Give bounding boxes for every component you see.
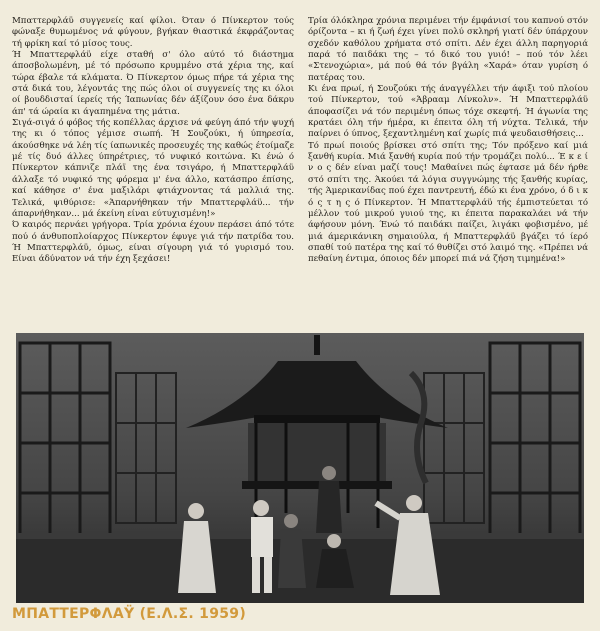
- paragraph: Σιγά-σιγά ό φόβος τής κοπέλλας άρχισε νά φεύγη άπό τήν ψυχή της κι ό τόπος γέμισε σιωπή. Ή Σουζούκι, ή ύπηρεσία, άκούσθηκε νά λέη τίς ίαπωνικές προσευχές της καθώς έτοίμαζε μέ τίς δυό άλλες ύπηρέτριες, τό νυφικό κοιτώνα. Κι ένώ ό Πίνκερτον κάπνιζε πλάϊ της ένα τσιγάρο, ή Μπαττερφλάϋ άλλαξε τό νυφικό της φόρεμα μ' ένα άλλο, κατάσπρο έπίσης, καί κάθησε σ' ένα μαξιλάρι φτιάχνοντας τά μαλλιά της. Τελικά, ψιθύρισε: «Άπαρνήθηκαν τήν Μπαττερφλάϋ... τήν άπαρνήθηκαν... μά έκείνη είναι εύτυχισμένη!»: [12, 118, 294, 219]
- article-right-column: [308, 16, 588, 266]
- stage-photo: [16, 333, 584, 603]
- article-left-column: [12, 16, 294, 266]
- paragraph: Τρία όλόκληρα χρόνια περιμένει τήν έμφάνισί του καπνού στόν όρίζοντα – κι ή ζωή έχει γίνει πολύ σκληρή γιατί δέν ύπάρχουν σχεδόν καθόλου χρήματα στό σπίτι. Δέν έχει άλλη παρηγοριά παρά τό παιδάκι της – τό δικό του γυιό! – πού τόν λέει «Στενοχώρια», μά πού θά τόν βγάλη «Χαρά» όταν γυρίση ό πατέρας του.: [308, 16, 588, 83]
- paragraph: Μπαττερφλάϋ συγγενείς καί φίλοι. Όταν ό Πίνκερτον τούς φώναξε θυμωμένος νά φύγουν, βγήκαν θιαστικά έκφράζοντας τή φρίκη καί τό μίσος τους.: [12, 16, 294, 49]
- photo-caption: ΜΠΑΤΤΕΡΦΛΑΫ (Ε.Λ.Σ. 1959): [12, 606, 247, 622]
- paragraph: Κι ένα πρωί, ή Σουζούκι τής άναγγέλλει τήν άφιξι τού πλοίου τού Πίνκερτον, τού «Άβρααμ Λίνκολν». Ή Μπαττερφλάϋ άποφασίζει νά τόν περιμένη όπως τόχε σκεφτή. Ή άγωνία της κρατάει όλη τήν ήμέρα, κι έπειτα όλη τή νύχτα. Τελικά, τήν παίρνει ό ύπνος, ξεχαντλημένη καί χωρίς πιά ψευδαισθήσεις...: [308, 84, 588, 140]
- stage-scene-illustration: [16, 333, 584, 603]
- paragraph: Ό καιρός περνάει γρήγορα. Τρία χρόνια έχουν περάσει άπό τότε πού ό άνθυποπλοίαρχος Πίνκερτον έφυγε γιά τήν πατρίδα του. Ή Μπαττερφλάϋ, όμως, είναι σίγουρη γιά τό γυρισμό του. Είναι άδύνατον νά τήν έχη ξεχάσει!: [12, 220, 294, 265]
- paragraph: Τό πρωί ποιούς βρίσκει στό σπίτι της; Τόν πρόξενο καί μιά ξανθή κυρία. Μιά ξανθή κυρία πού τήν τρομάζει πολύ... Έ κ ε ί ν ο ς δέν είναι μαζί τους! Μαθαίνει πώς έφτασε μά δέν ήρθε στό σπίτι της. Άκούει τά λόγια συγγνώμης τής ξανθής κυρίας, τής Άμερικανίδας πού έχει παντρευτή, έδώ κι ένα χρόνο, ό δ ι κ ό ς τ η ς ό Πίνκερτον. Ή Μπαττερφλάϋ τής έμπιστεύεται τό μέλλον τού μικρού γυιού της, κι έπειτα παρακαλάει νά τήν άφήσουν μόνη. Ένώ τό παιδάκι παίζει, λιγάκι φοβισμένο, μέ μιά άμερικάνικη σημαιούλα, ή Μπαττερφλάϋ βγάζει τό ίερό σπαθί τού πατέρα της καί τό θυθίζει στό λαιμό της. «Πρέπει νά πεθαίνη έντιμα, όποιος δέν μπορεί πιά νά ζήση τιμημένα!»: [308, 140, 588, 265]
- paragraph: Ή Μπαττερφλάϋ είχε σταθή σ' όλο αύτό τό διάστημα άποσβολωμένη, μέ τό πρόσωπο κρυμμένο στά χέρια της, καί τώρα έβαλε τά κλάματα. Ό Πίνκερτον όμως πήρε τά χέρια της στά δικά του, λέγοντάς της πώς όλοι οί συγγενείς της κι όλοι οί βουδδισταί ίερείς τής Ίαπωνίας δέν άξίζουν όσο ένα δάκρυ άπ' τά ώραία κι άγαπημένα της μάτια.: [12, 50, 294, 117]
